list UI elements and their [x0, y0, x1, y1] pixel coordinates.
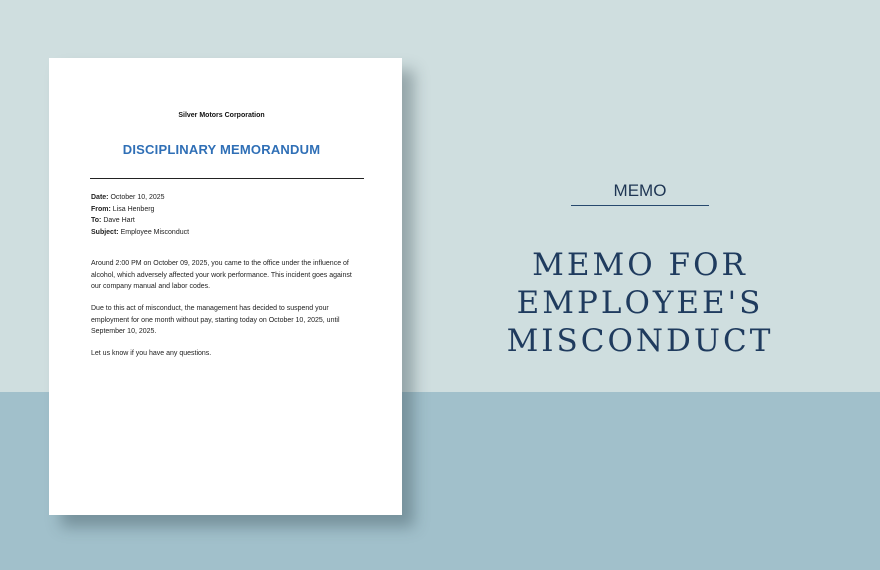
title-divider — [90, 178, 364, 179]
to-label: To: — [91, 217, 102, 224]
memo-paragraph-incident: Around 2:00 PM on October 09, 2025, you came to the office under the influence of alcohol, which adversely affected your work performance. This incident goes against our company manual and labor codes. — [91, 260, 352, 290]
memo-label: MEMO — [571, 181, 709, 206]
date-label: Date: — [91, 194, 109, 201]
company-name: Silver Motors Corporation — [178, 112, 265, 119]
date-value: October 10, 2025 — [110, 194, 165, 201]
to-line — [91, 215, 361, 227]
memo-header-fields — [91, 192, 361, 238]
banner-headline — [500, 246, 780, 360]
memo-document — [49, 58, 402, 515]
subject-line — [91, 227, 361, 239]
headline-line-3: MISCONDUCT — [506, 323, 774, 359]
memo-paragraph-closing: Let us know if you have any questions. — [91, 350, 212, 357]
from-line — [91, 204, 361, 216]
headline-line-2: EMPLOYEE'S — [516, 285, 764, 321]
date-line — [91, 192, 361, 204]
to-value: Dave Hart — [103, 217, 135, 224]
subject-value: Employee Misconduct — [120, 228, 190, 236]
from-value: Lisa Henberg — [112, 205, 155, 213]
from-label: From: — [91, 205, 111, 213]
headline-line-1: MEMO FOR — [532, 247, 748, 283]
document-title: DISCIPLINARY MEMORANDUM — [122, 142, 321, 157]
memo-paragraph-suspension: Due to this act of misconduct, the management has decided to suspend your employment for one month without pay, starting today on October 10, 2025, until September 10, 2025. — [91, 305, 340, 335]
subject-label: Subject: — [91, 228, 119, 236]
